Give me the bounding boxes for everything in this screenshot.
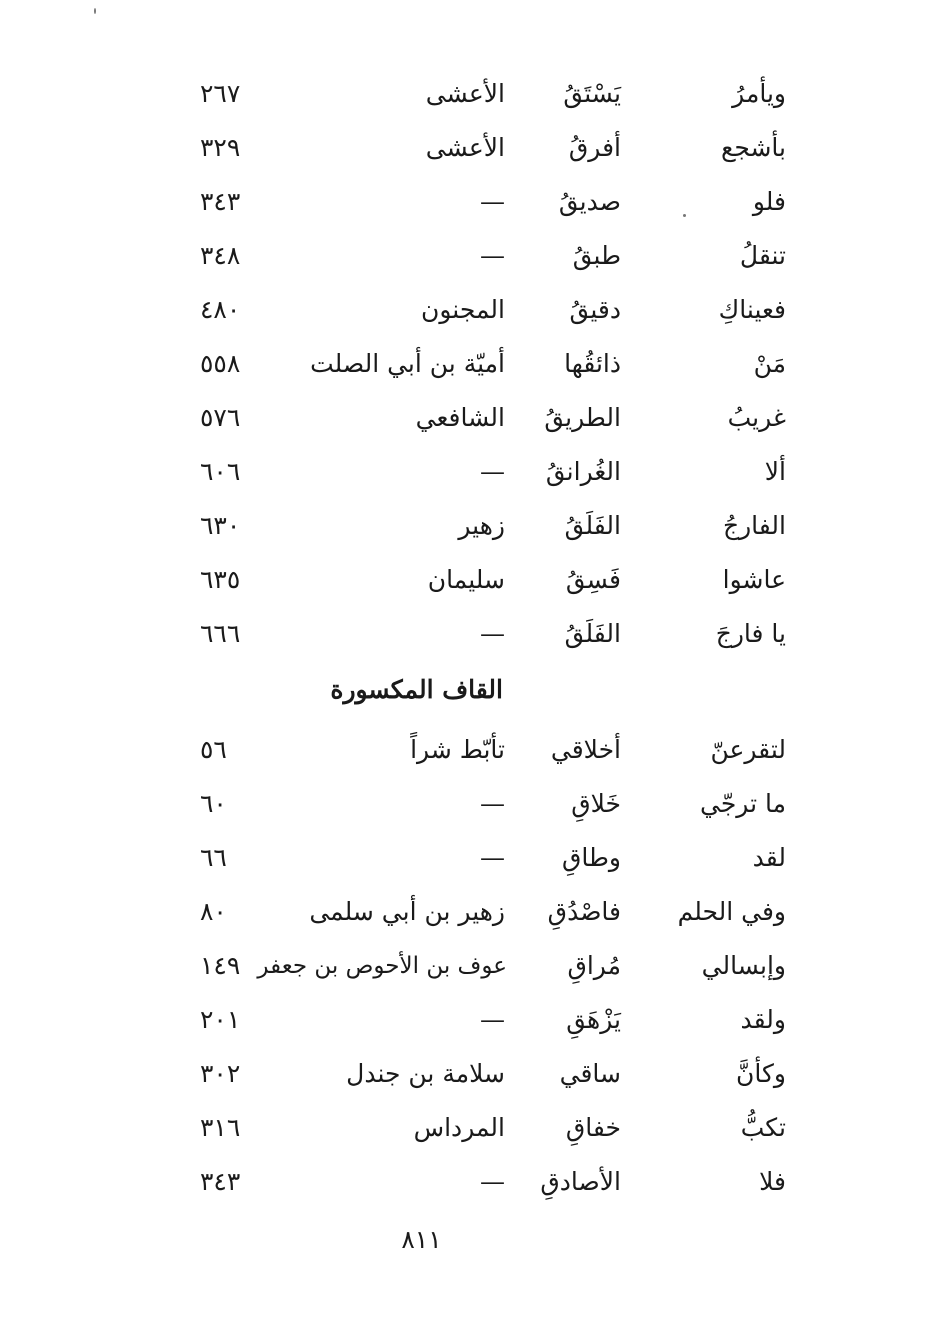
index-row — [0, 1108, 943, 1148]
index-row — [0, 290, 943, 330]
section-heading: القاف المكسورة — [330, 675, 503, 704]
poet-name: — — [480, 241, 505, 270]
rhyme-word: ذائقُها — [564, 349, 621, 378]
page-reference: ٢٦٧ — [200, 79, 241, 108]
page-reference: ٣٤٨ — [200, 241, 241, 270]
index-row — [0, 946, 943, 986]
verse-first-word: عاشوا — [722, 565, 786, 594]
verse-first-word: الفارجُ — [722, 511, 786, 540]
index-row — [0, 1162, 943, 1202]
rhyme-word: فَسِقُ — [565, 565, 621, 594]
verse-first-word: ألا — [764, 457, 786, 486]
poet-name: المجنون — [421, 295, 505, 324]
page-reference: ٦٣٠ — [200, 511, 241, 540]
rhyme-word: أخلاقي — [550, 735, 621, 764]
rhyme-word: الفَلَقُ — [564, 511, 621, 540]
verse-first-word: ولقد — [740, 1005, 786, 1034]
page-reference: ٦٠٦ — [200, 457, 241, 486]
poet-name: المرداس — [413, 1113, 505, 1142]
poet-name: سلامة بن جندل — [346, 1059, 505, 1088]
verse-first-word: وفي الحلم — [677, 897, 786, 926]
poet-name: تأبّط شراً — [410, 735, 505, 764]
verse-first-word: تنقلُ — [739, 241, 786, 270]
page-reference: ٥٥٨ — [200, 349, 241, 378]
verse-first-word: بأشجع — [721, 133, 786, 162]
poet-name: عوف بن الأحوص بن جعفر — [257, 953, 507, 979]
poet-name: سليمان — [427, 565, 505, 594]
scan-speck — [683, 214, 686, 217]
rhyme-word: خَلاقِ — [571, 789, 621, 818]
rhyme-word: خفاقِ — [565, 1113, 621, 1142]
verse-first-word: تكبُّ — [740, 1113, 786, 1142]
page-reference: ١٤٩ — [200, 951, 241, 980]
index-row — [0, 182, 943, 222]
verse-first-word: وإبسالي — [701, 951, 786, 980]
verse-first-word: وكأنَّ — [736, 1059, 786, 1088]
rhyme-word: دقيقُ — [569, 295, 621, 324]
verse-first-word: لتقرعنّ — [710, 735, 786, 764]
verse-first-word: يا فارجَ — [715, 619, 786, 648]
page-reference: ٢٠١ — [200, 1005, 241, 1034]
rhyme-word: مُراقِ — [567, 951, 621, 980]
rhyme-word: الفَلَقُ — [564, 619, 621, 648]
poet-name: زهير بن أبي سلمى — [309, 897, 505, 926]
scan-speck — [94, 8, 96, 14]
poet-name: — — [480, 457, 505, 486]
poet-name: — — [480, 789, 505, 818]
poet-name: — — [480, 1005, 505, 1034]
index-row — [0, 506, 943, 546]
page-reference: ٦٠ — [200, 789, 227, 818]
index-row — [0, 236, 943, 276]
index-row — [0, 614, 943, 654]
index-row — [0, 784, 943, 824]
page-reference: ٥٦ — [200, 735, 227, 764]
poet-name: الأعشى — [425, 133, 505, 162]
poet-name: زهير — [458, 511, 505, 540]
index-row — [0, 1054, 943, 1094]
rhyme-word: يَسْتَقُ — [563, 79, 621, 108]
poet-name: الشافعي — [415, 403, 505, 432]
poet-name: — — [480, 187, 505, 216]
page-reference: ٣٠٢ — [200, 1059, 241, 1088]
verse-first-word: غريبُ — [727, 403, 786, 432]
rhyme-word: الأصادقِ — [540, 1167, 621, 1196]
rhyme-word: طبقُ — [572, 241, 621, 270]
verse-first-word: فلا — [759, 1167, 786, 1196]
rhyme-word: الطريقُ — [544, 403, 621, 432]
index-row — [0, 560, 943, 600]
index-row — [0, 730, 943, 770]
page-number: ٨١١ — [401, 1225, 442, 1254]
index-row — [0, 128, 943, 168]
index-row — [0, 398, 943, 438]
verse-first-word: فلو — [752, 187, 786, 216]
page-reference: ٣٤٣ — [200, 187, 241, 216]
verse-first-word: لقد — [752, 843, 786, 872]
poet-name: — — [480, 1167, 505, 1196]
page-reference: ٨٠ — [200, 897, 227, 926]
rhyme-word: فاصْدُقِ — [547, 897, 621, 926]
page-reference: ٤٨٠ — [200, 295, 241, 324]
page-reference: ٦٦٦ — [200, 619, 241, 648]
poet-name: — — [480, 843, 505, 872]
index-row — [0, 452, 943, 492]
page-reference: ٣٤٣ — [200, 1167, 241, 1196]
poet-name: الأعشى — [425, 79, 505, 108]
poet-name: أميّة بن أبي الصلت — [310, 349, 505, 378]
rhyme-word: يَزْهَقِ — [566, 1005, 621, 1034]
page-reference: ٣٢٩ — [200, 133, 241, 162]
index-row — [0, 892, 943, 932]
verse-first-word: مَنْ — [753, 349, 786, 378]
verse-first-word: فعيناكِ — [718, 295, 786, 324]
page-reference: ٣١٦ — [200, 1113, 241, 1142]
page-reference: ٦٣٥ — [200, 565, 241, 594]
verse-first-word: ما ترجّي — [700, 789, 786, 818]
rhyme-word: أفرقُ — [568, 133, 621, 162]
page-reference: ٥٧٦ — [200, 403, 241, 432]
rhyme-word: صديقُ — [558, 187, 621, 216]
rhyme-word: وطاقِ — [562, 843, 621, 872]
index-row — [0, 1000, 943, 1040]
page-reference: ٦٦ — [200, 843, 227, 872]
poet-name: — — [480, 619, 505, 648]
rhyme-word: الغُرانقُ — [545, 457, 621, 486]
rhyme-word: ساقي — [559, 1059, 621, 1088]
index-row — [0, 838, 943, 878]
index-row — [0, 74, 943, 114]
index-row — [0, 344, 943, 384]
verse-first-word: ويأمرُ — [732, 79, 786, 108]
